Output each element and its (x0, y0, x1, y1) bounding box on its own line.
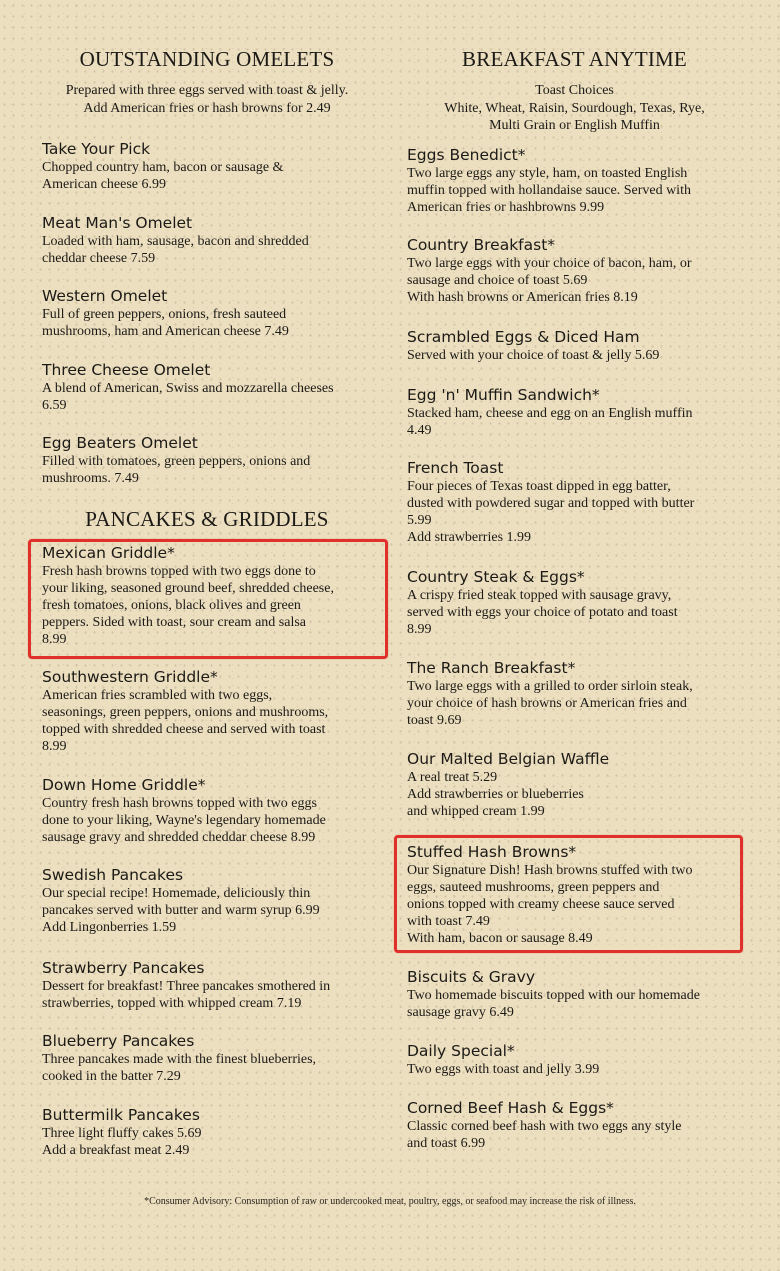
item-name: Strawberry Pancakes (42, 959, 205, 977)
desc-line: American fries scrambled with two eggs, (42, 688, 273, 703)
menu-item (407, 236, 742, 306)
desc-line: Add strawberries or blueberries (407, 787, 584, 802)
item-name: Our Malted Belgian Waffle (407, 750, 610, 768)
desc-line: sausage gravy and shredded cheddar cheese 8.99 (42, 830, 316, 845)
intro-line: Add American fries or hash browns for 2.49 (83, 100, 331, 116)
item-description (407, 587, 742, 638)
item-description (407, 255, 742, 306)
desc-line: Two large eggs with your choice of bacon, ham, or (407, 256, 692, 271)
menu-item (407, 146, 742, 216)
desc-line: with toast 7.49 (407, 914, 490, 929)
desc-line: Served with your choice of toast & jelly 5.69 (407, 348, 660, 363)
desc-line: done to your liking, Wayne's legendary homemade (42, 813, 326, 828)
desc-line: toast 9.69 (407, 713, 462, 728)
desc-line: cheddar cheese 7.59 (42, 251, 156, 266)
desc-line: onions topped with creamy cheese sauce served (407, 897, 675, 912)
desc-line: and whipped cream 1.99 (407, 804, 545, 819)
desc-line: Full of green peppers, onions, fresh sauteed (42, 307, 287, 322)
menu-item (42, 140, 372, 193)
item-name: Buttermilk Pancakes (42, 1106, 200, 1124)
desc-line: Add Lingonberries 1.59 (42, 920, 177, 935)
item-name: Daily Special* (407, 1042, 515, 1060)
item-description (407, 405, 742, 439)
menu-item (42, 214, 372, 267)
item-description (42, 233, 372, 267)
desc-line: dusted with powdered sugar and topped with butter (407, 496, 695, 511)
item-description (42, 453, 372, 487)
menu-item (42, 866, 372, 936)
desc-line: A blend of American, Swiss and mozzarella cheeses (42, 381, 334, 396)
item-name: Country Steak & Eggs* (407, 568, 585, 586)
desc-line: 5.99 (407, 513, 432, 528)
desc-line: Two large eggs any style, ham, on toasted English (407, 166, 688, 181)
item-name: Three Cheese Omelet (42, 361, 211, 379)
item-name: Southwestern Griddle* (42, 668, 218, 686)
item-name: Scrambled Eggs & Diced Ham (407, 328, 640, 346)
desc-line: your choice of hash browns or American fries and (407, 696, 687, 711)
item-name: Stuffed Hash Browns* (407, 843, 577, 861)
item-description (42, 795, 372, 846)
item-description (407, 678, 742, 729)
desc-line: Fresh hash browns topped with two eggs done to (42, 564, 316, 579)
item-description (407, 1061, 742, 1078)
intro-line: Prepared with three eggs served with toast & jelly. (65, 83, 349, 98)
desc-line: With hash browns or American fries 8.19 (407, 290, 638, 305)
intro-line: Multi Grain or English Muffin (489, 118, 660, 133)
menu-item (407, 750, 742, 820)
item-name: Egg 'n' Muffin Sandwich* (407, 386, 600, 404)
desc-line: mushrooms, ham and American cheese 7.49 (42, 324, 289, 339)
desc-line: and toast 6.99 (407, 1136, 486, 1151)
item-name: Down Home Griddle* (42, 776, 206, 794)
highlight-box-stuffed-hash-browns (394, 835, 743, 953)
menu-item (42, 776, 372, 846)
desc-line: Filled with tomatoes, green peppers, onions and (42, 454, 311, 469)
menu-item (407, 568, 742, 638)
section-title-pancakes: PANCAKES & GRIDDLES (85, 507, 329, 531)
desc-line: Our special recipe! Homemade, deliciously thin (42, 886, 311, 901)
desc-line: 8.99 (407, 622, 432, 637)
intro-line: Toast Choices (535, 83, 614, 98)
item-description (42, 159, 372, 193)
item-name: French Toast (407, 459, 504, 477)
menu-item (42, 1032, 372, 1085)
desc-line: Stacked ham, cheese and egg on an English muffin (407, 406, 693, 421)
toast-choices (401, 82, 748, 135)
desc-line: sausage and choice of toast 5.69 (407, 273, 588, 288)
desc-line: Four pieces of Texas toast dipped in egg batter, (407, 479, 671, 494)
menu-item (407, 328, 742, 364)
item-name: Country Breakfast* (407, 236, 556, 254)
item-name: The Ranch Breakfast* (407, 659, 576, 677)
item-description (42, 1051, 372, 1085)
desc-line: mushrooms. 7.49 (42, 471, 139, 486)
item-description (42, 380, 372, 414)
desc-line: A crispy fried steak topped with sausage gravy, (407, 588, 672, 603)
item-name: Biscuits & Gravy (407, 968, 535, 986)
highlight-box-mexican-griddle (28, 539, 388, 659)
item-description (407, 769, 742, 820)
desc-line: 8.99 (42, 739, 67, 754)
menu-item (407, 659, 742, 729)
desc-line: strawberries, topped with whipped cream 7.19 (42, 996, 302, 1011)
omelets-intro (36, 82, 378, 117)
item-name: Corned Beef Hash & Eggs* (407, 1099, 614, 1117)
desc-line: 6.59 (42, 398, 67, 413)
item-name: Meat Man's Omelet (42, 214, 193, 232)
item-name: Swedish Pancakes (42, 866, 184, 884)
item-description (407, 347, 742, 364)
item-description (42, 1125, 372, 1159)
item-name: Egg Beaters Omelet (42, 434, 198, 452)
desc-line: your liking, seasoned ground beef, shredded cheese, (42, 581, 334, 596)
desc-line: 8.99 (42, 632, 67, 647)
desc-line: Add strawberries 1.99 (407, 530, 532, 545)
item-description (407, 165, 742, 216)
menu-item (407, 1099, 742, 1152)
menu-item (407, 1042, 742, 1078)
desc-line: Two homemade biscuits topped with our homemade (407, 988, 700, 1003)
desc-line: eggs, sauteed mushrooms, green peppers and (407, 880, 660, 895)
desc-line: sausage gravy 6.49 (407, 1005, 514, 1020)
desc-line: American cheese 6.99 (42, 177, 166, 192)
section-title-breakfast: BREAKFAST ANYTIME (462, 47, 687, 71)
desc-line: With ham, bacon or sausage 8.49 (407, 931, 593, 946)
desc-line: Classic corned beef hash with two eggs any style (407, 1119, 682, 1134)
item-name: Take Your Pick (42, 140, 151, 158)
item-description (407, 478, 742, 546)
menu-item (42, 959, 372, 1012)
item-description (42, 306, 372, 340)
menu-item (42, 668, 372, 755)
item-description (42, 885, 372, 936)
item-description (407, 987, 742, 1021)
desc-line: A real treat 5.29 (407, 770, 498, 785)
desc-line: Dessert for breakfast! Three pancakes smothered in (42, 979, 331, 994)
desc-line: Our Signature Dish! Hash browns stuffed with two (407, 863, 693, 878)
menu-item (42, 287, 372, 340)
desc-line: Two eggs with toast and jelly 3.99 (407, 1062, 600, 1077)
desc-line: Chopped country ham, bacon or sausage & (42, 160, 284, 175)
desc-line: Add a breakfast meat 2.49 (42, 1143, 190, 1158)
menu-item (407, 459, 742, 546)
item-description (42, 687, 372, 755)
item-name: Mexican Griddle* (42, 544, 175, 562)
consumer-advisory: *Consumer Advisory: Consumption of raw or undercooked meat, poultry, eggs, or seafood may increase the risk of illness. (144, 1196, 636, 1207)
desc-line: pancakes served with butter and warm syrup 6.99 (42, 903, 320, 918)
desc-line: Two large eggs with a grilled to order sirloin steak, (407, 679, 693, 694)
desc-line: fresh tomatoes, onions, black olives and green (42, 598, 301, 613)
desc-line: topped with shredded cheese and served with toast (42, 722, 326, 737)
section-title-omelets: OUTSTANDING OMELETS (79, 47, 335, 71)
desc-line: American fries or hashbrowns 9.99 (407, 200, 605, 215)
intro-line: White, Wheat, Raisin, Sourdough, Texas, Rye, (444, 100, 705, 116)
menu-item (407, 968, 742, 1021)
item-description (42, 978, 372, 1012)
desc-line: served with eggs your choice of potato and toast (407, 605, 678, 620)
desc-line: Country fresh hash browns topped with two eggs (42, 796, 317, 811)
menu-item (42, 361, 372, 414)
desc-line: muffin topped with hollandaise sauce. Served with (407, 183, 691, 198)
desc-line: Loaded with ham, sausage, bacon and shredded (42, 234, 309, 249)
item-name: Blueberry Pancakes (42, 1032, 195, 1050)
item-name: Western Omelet (42, 287, 168, 305)
desc-line: 4.49 (407, 423, 432, 438)
item-name: Eggs Benedict* (407, 146, 526, 164)
desc-line: seasonings, green peppers, onions and mushrooms, (42, 705, 329, 720)
menu-item (407, 386, 742, 439)
desc-line: Three pancakes made with the finest blueberries, (42, 1052, 317, 1067)
desc-line: peppers. Sided with toast, sour cream and salsa (42, 615, 306, 630)
desc-line: Three light fluffy cakes 5.69 (42, 1126, 202, 1141)
menu-item (42, 1106, 372, 1159)
item-description (407, 1118, 742, 1152)
menu-item (42, 434, 372, 487)
desc-line: cooked in the batter 7.29 (42, 1069, 181, 1084)
